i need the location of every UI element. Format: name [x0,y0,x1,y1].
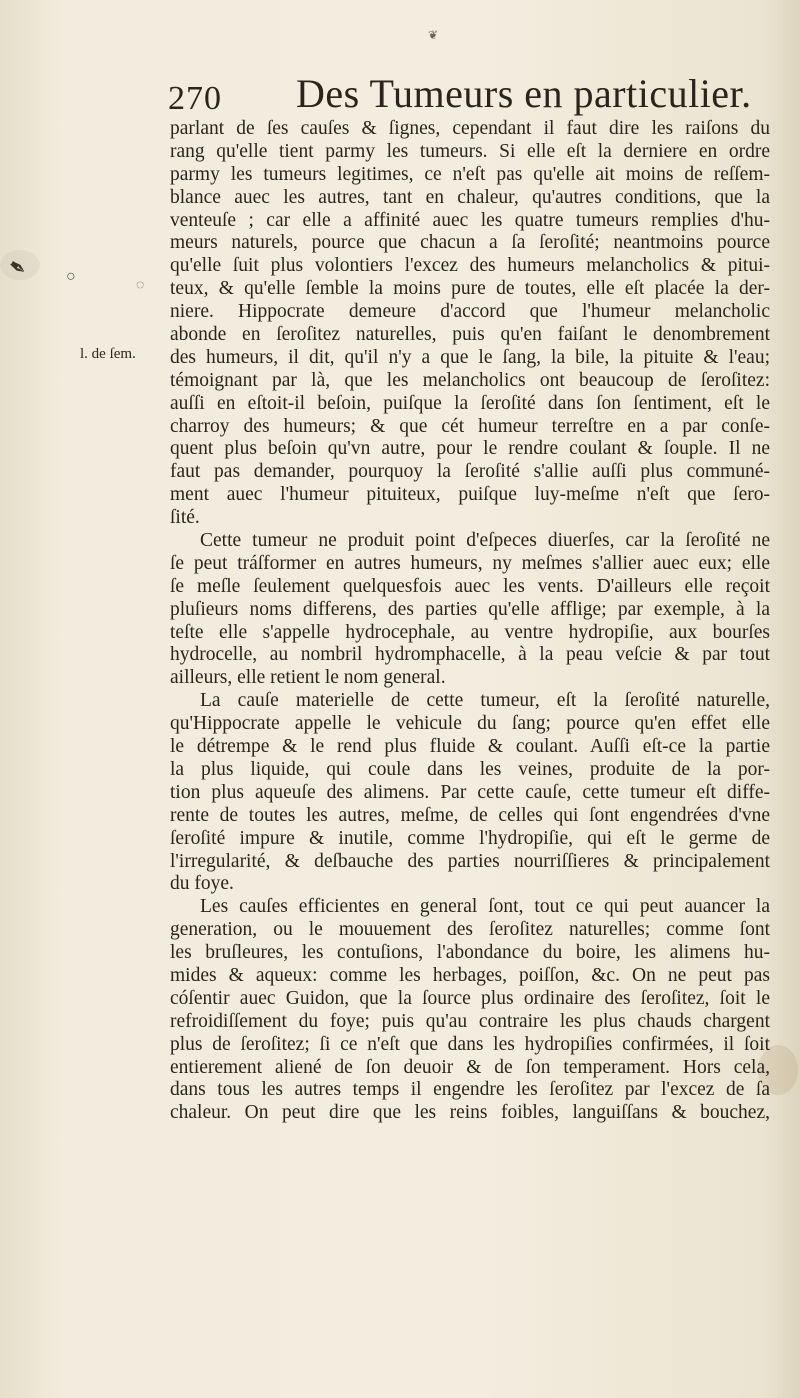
text-line: teſte elle s'appelle hydrocephale, au ventre hydropiſie, aux bourſes [170,621,770,643]
text-line: hydrocelle, au nombril hydromphacelle, à la peau veſcie & par tout [170,644,770,666]
text-line: quent plus beſoin qu'vn autre, pour le rendre coulant & ſouple. Il ne [170,438,770,460]
text-line: des humeurs, il dit, qu'il n'y a que le ſang, la bile, la pituite & l'eau; [170,346,770,368]
text-line: la plus liquide, qui coule dans les veines, produite de la por- [170,758,770,780]
ink-speck: ○ [66,268,76,285]
text-line: tion plus aqueuſe des alimens. Par cette cauſe, cette tumeur eſt diffe- [170,781,770,803]
text-line: ſe peut tráſformer en autres humeurs, ny meſmes s'allier auec eux; elle [170,552,770,574]
text-line: rente de toutes les autres, meſme, de celles qui ſont engendrées d'vne [170,804,770,826]
text-line: rang qu'elle tient parmy les tumeurs. Si elle eſt la derniere en ordre [170,140,770,162]
text-line: La cauſe materielle de cette tumeur, eſt la ſeroſité naturelle, [200,690,770,712]
text-line: témoignant par là, que les melancholics ont beaucoup de ſeroſitez: [170,369,770,391]
text-line: faut pas demander, pourquoy la ſeroſité s'allie auſſi plus communé- [170,461,770,483]
text-line: ſe meſle ſeulement quelquesfois auec les vents. D'ailleurs elle reçoit [170,575,770,597]
text-line: generation, ou le mouuement des ſeroſitez naturelles; comme ſont [170,919,770,941]
margin-note: l. de ſem. [80,346,136,362]
text-line: teux, & qu'elle ſemble la moins pure de toutes, elle eſt placée la der- [170,278,770,300]
text-line: blance auec les autres, tant en chaleur, qu'autres conditions, que la [170,186,770,208]
text-line: pluſieurs noms differens, des parties qu'elle afflige; par exemple, à la [170,598,770,620]
text-line: parmy les tumeurs legitimes, ce n'eſt pas qu'elle ait moins de reſſem- [170,163,770,185]
text-line: l'irregularité, & deſbauche des parties nourriſſieres & principalement [170,850,770,872]
text-line: Cette tumeur ne produit point d'eſpeces diuerſes, car la ſeroſité ne [200,530,770,552]
ink-blot: ✒ [2,252,33,284]
text-line: ſeroſité impure & inutile, comme l'hydropiſie, qui eſt le germe de [170,827,770,849]
text-line: du foye. [170,873,234,895]
text-line: ſité. [170,507,200,529]
text-line: ment auec l'humeur pituiteux, puiſque luy-meſme n'eſt que ſero- [170,484,770,506]
text-line: plus de ſeroſitez; ſi ce n'eſt que dans les hydropiſies confirmées, il ſoit [170,1033,770,1055]
text-line: parlant de ſes cauſes & ſignes, cependant il faut dire les raiſons du [170,118,770,139]
text-line: ailleurs, elle retient le nom general. [170,667,446,689]
text-line: cóſentir auec Guidon, que la ſource plus ordinaire des ſeroſitez, ſoit le [170,987,770,1009]
text-line: mides & aqueux: comme les herbages, poiſſon, &c. On ne peut pas [170,964,770,986]
text-line: abonde en ſeroſitez naturelles, puis qu'en faiſant le denombrement [170,324,770,346]
text-line: Les cauſes efficientes en general ſont, tout ce qui peut auancer la [200,896,770,918]
page-number: 270 [168,80,222,117]
text-line: entierement aliené de ſon deuoir & de ſon temperament. Hors cela, [170,1056,770,1078]
running-head [168,70,768,122]
body-text [170,118,770,1125]
text-line: refroidiſſement du foye; puis qu'au contraire les plus chauds chargent [170,1010,770,1032]
ink-speck: ❦ [428,28,439,42]
text-line: les bruſleures, les contuſions, l'abondance du boire, les alimens hu- [170,942,770,964]
ink-speck: ◌ [136,278,145,293]
running-title: Des Tumeurs en particulier. [296,71,752,116]
text-line: chaleur. On peut dire que les reins foibles, languiſſans & bouchez, [170,1102,770,1124]
text-line: auſſi en eſtoit-il beſoin, puiſque la ſeroſité dans ſon ſentiment, eſt le [170,392,770,414]
text-line: dans tous les autres temps il engendre les ſeroſitez par l'excez de ſa [170,1079,770,1101]
text-line: qu'elle ſuit plus volontiers l'excez des humeurs melancholics & pitui- [170,255,770,277]
text-line: qu'Hippocrate appelle le vehicule du ſang; pource qu'en effet elle [170,713,770,735]
text-line: niere. Hippocrate demeure d'accord que l'humeur melancholic [170,301,770,323]
text-line: venteuſe ; car elle a affinité auec les quatre tumeurs remplies d'hu- [170,209,770,231]
text-line: le détrempe & le rend plus fluide & coulant. Auſſi eſt-ce la partie [170,736,770,758]
text-line: meurs naturels, pource que chacun a ſa ſeroſité; neantmoins pource [170,232,770,254]
text-line: charroy des humeurs; & que cét humeur terreſtre en a par conſe- [170,415,770,437]
